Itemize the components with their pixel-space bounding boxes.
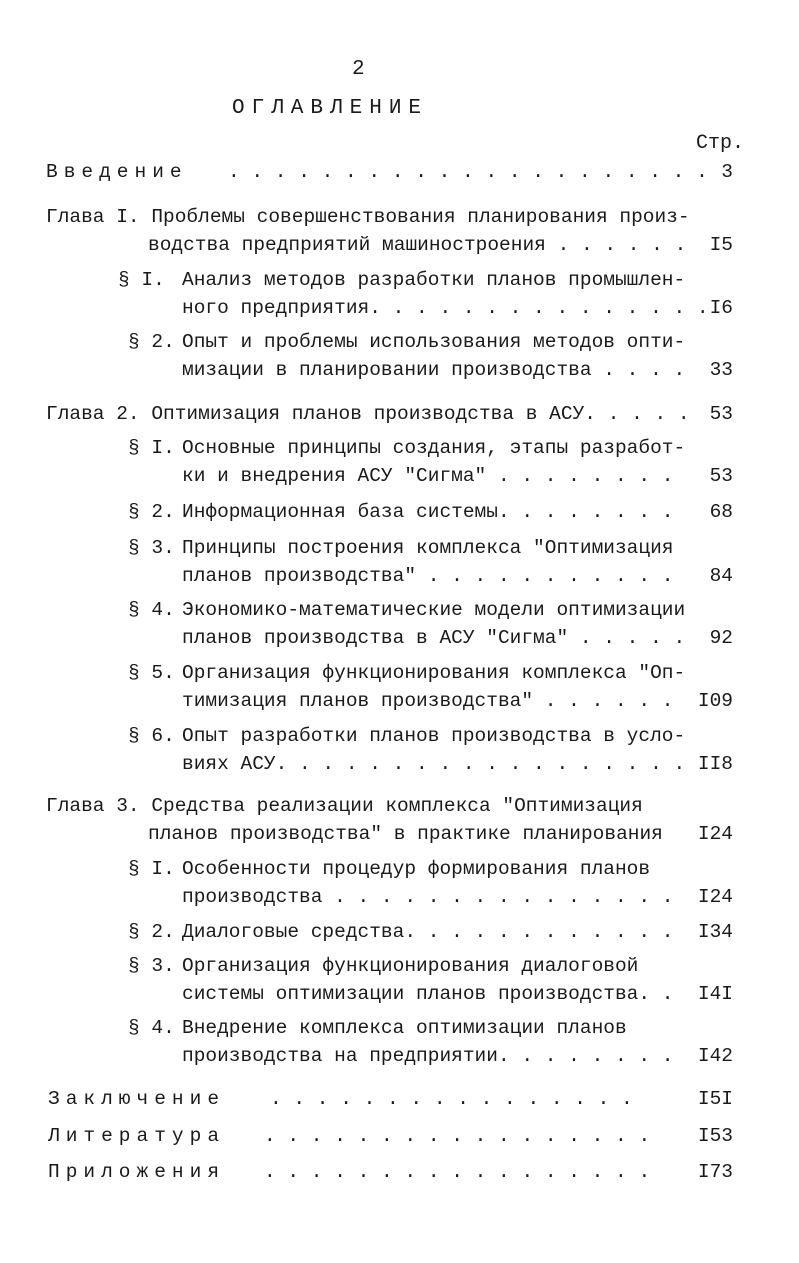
toc-entry-line: Внедрение комплекса оптимизации планов (182, 1017, 627, 1039)
toc-leader-dots: . . . . . . . . . . . . . . . . . (264, 1125, 651, 1147)
section-mark: § I. (118, 269, 165, 291)
section-mark: § 4. (128, 1017, 175, 1039)
toc-entry-line: Экономико-математические модели оптимизации (182, 599, 686, 621)
section-mark: § 3. (128, 955, 175, 977)
toc-entry-label: Заключение (48, 1088, 226, 1110)
toc-entry-line: Опыт разработки планов производства в усло- (182, 725, 686, 747)
toc-page-number: I6 (709, 297, 733, 319)
toc-entry-line: Глава I. Проблемы совершенствования планирования произ- (46, 206, 690, 228)
toc-entry-line: Основные принципы создания, этапы разработ- (182, 437, 686, 459)
toc-entry-line: Диалоговые средства. . . . . . . . . . . . (182, 921, 674, 943)
toc-entry-label: Литература (48, 1125, 226, 1147)
toc-page-number: I34 (697, 921, 733, 943)
toc-entry-line: Глава 2. Оптимизация планов производства в АСУ. . . . . (46, 403, 690, 425)
section-mark: § 2. (128, 921, 175, 943)
toc-entry-line: системы оптимизации планов производства. . (182, 983, 674, 1005)
toc-entry-line: Организация функционирования диалоговой (182, 955, 639, 977)
section-mark: § 2. (128, 331, 175, 353)
toc-entry-line: Анализ методов разработки планов промышлен- (182, 269, 686, 291)
toc-entry-line: мизации в планировании производства . . . . (182, 359, 686, 381)
page-column-header: Стр. (696, 132, 745, 155)
toc-entry-label: Приложения (48, 1161, 226, 1183)
toc-entry-line: ного предприятия. . . . . . . . . . . . . . . (182, 297, 709, 319)
toc-page-number: 84 (709, 565, 733, 587)
toc-page-number: 92 (709, 627, 733, 649)
section-mark: § 4. (128, 599, 175, 621)
toc-leader-dots: . . . . . . . . . . . . . . . . . . . . . (228, 161, 708, 183)
toc-entry-line: ки и внедрения АСУ "Сигма" . . . . . . . . (182, 465, 674, 487)
toc-page-number: I5I (697, 1088, 733, 1110)
toc-entry-line: виях АСУ. . . . . . . . . . . . . . . . . . (182, 753, 686, 775)
toc-page-number: I73 (697, 1161, 733, 1183)
section-mark: § I. (128, 437, 175, 459)
toc-page-number: 68 (709, 501, 733, 523)
toc-entry-line: Организация функционирования комплекса "Оп- (182, 662, 686, 684)
toc-page-number: II8 (697, 753, 733, 775)
toc-entry-line: планов производства" . . . . . . . . . . . (182, 565, 674, 587)
section-mark: § I. (128, 858, 175, 880)
toc-page-number: I24 (697, 886, 733, 908)
toc-entry-line: Информационная база системы. . . . . . . . (182, 501, 674, 523)
toc-page-number: I09 (697, 690, 733, 712)
toc-entry-line: Глава 3. Средства реализации комплекса "Оптимизация (46, 795, 643, 817)
toc-page-number: 3 (721, 161, 733, 183)
section-mark: § 3. (128, 537, 175, 559)
toc-entry-line: планов производства" в практике планирования (148, 823, 663, 845)
toc-leader-dots: . . . . . . . . . . . . . . . . . (264, 1161, 651, 1183)
toc-entry-line: Принципы построения комплекса "Оптимизация (182, 537, 674, 559)
toc-page-number: 53 (709, 465, 733, 487)
section-mark: § 6. (128, 725, 175, 747)
toc-entry-line: тимизация планов производства" . . . . . . (182, 690, 674, 712)
toc-entry-line: Особенности процедур формирования планов (182, 858, 651, 880)
toc-entry-label: Введение (46, 161, 188, 183)
toc-page-number: 33 (709, 359, 733, 381)
toc-page-number: I53 (697, 1125, 733, 1147)
toc-entry-line: планов производства в АСУ "Сигма" . . . . . (182, 627, 686, 649)
toc-leader-dots: . . . . . . . . . . . . . . . . (270, 1088, 633, 1110)
toc-page-number: I4I (697, 983, 733, 1005)
section-mark: § 2. (128, 501, 175, 523)
toc-entry-line: водства предприятий машиностроения . . . . . . (148, 234, 687, 256)
toc-entry-line: производства на предприятии. . . . . . . . (182, 1045, 674, 1067)
section-mark: § 5. (128, 662, 175, 684)
toc-page-number: I24 (697, 823, 733, 845)
toc-entry-line: Опыт и проблемы использования методов опти- (182, 331, 686, 353)
toc-page-number: I42 (697, 1045, 733, 1067)
page-number: 2 (352, 58, 365, 81)
toc-entry-line: производства . . . . . . . . . . . . . . . (182, 886, 674, 908)
toc-page-number: I5 (709, 234, 733, 256)
toc-page-number: 53 (709, 403, 733, 425)
toc-title: ОГЛАВЛЕНИЕ (232, 97, 429, 120)
